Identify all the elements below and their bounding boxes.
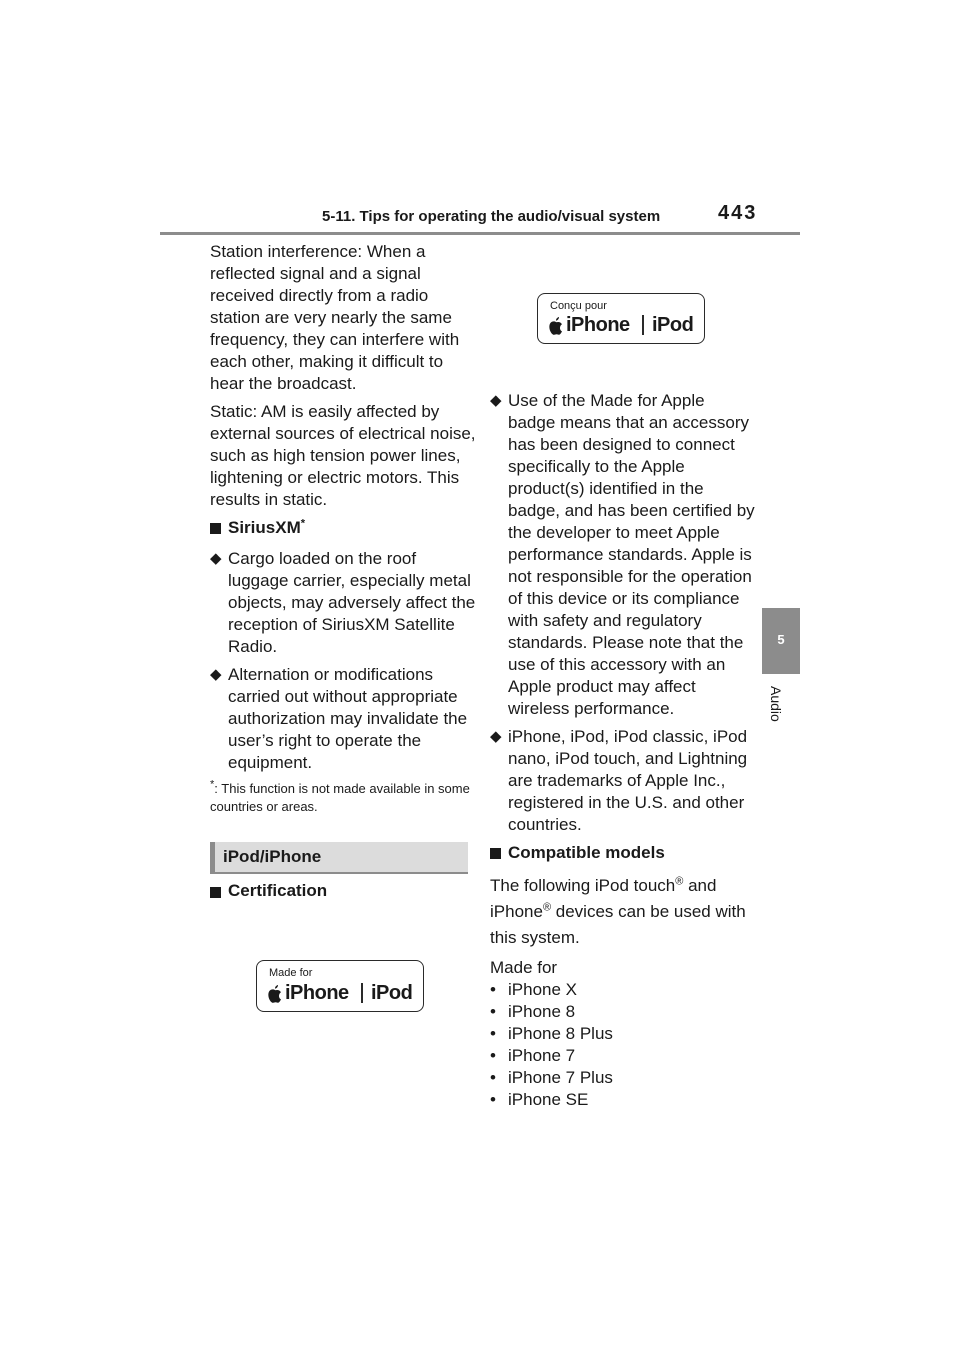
made-for-label: Made for	[490, 958, 558, 977]
apple-logo-icon	[267, 984, 283, 1004]
compatible-intro-part: devices can be used with this system.	[490, 902, 746, 947]
made-for-iphone-ipod-badge	[256, 960, 424, 1012]
registered-mark: ®	[675, 875, 684, 888]
siriusxm-heading-text: SiriusXM	[228, 518, 301, 537]
model-list-item: • iPhone X	[490, 980, 577, 999]
footnote-mark: *	[210, 778, 215, 791]
diamond-bullet-icon: ◆	[490, 728, 502, 745]
model-list-item: • iPhone 7	[490, 1046, 576, 1065]
siriusxm-bullet-text: Alternation or modifications carried out without appropriate authorization may invalidate the user’s right to operate the equipment.	[228, 665, 468, 772]
right-column	[490, 390, 755, 1111]
model-list-item: • iPhone 8 Plus	[490, 1024, 613, 1043]
model-list-item: • iPhone 8	[490, 1002, 576, 1021]
badge-separator	[642, 315, 644, 335]
badge-top-text: Made for	[269, 967, 313, 979]
model-name: iPhone SE	[508, 1090, 589, 1109]
badge-top-text: Conçu pour	[550, 300, 607, 312]
badge-ipod-text: iPod	[652, 314, 694, 336]
compatible-models-heading: Compatible models	[490, 842, 755, 864]
badge-ipod-text: iPod	[371, 982, 413, 1004]
certification-heading: Certification	[210, 881, 960, 901]
trademark-bullet-text: iPhone, iPod, iPod classic, iPod nano, iPod touch, and Lightning are trademarks of Apple Inc., registered in the U.S. and other countries.	[508, 727, 748, 834]
chapter-tab-label: Audio	[768, 686, 784, 722]
diamond-bullet-icon: ◆	[210, 666, 222, 683]
station-interference-text: Station interference: When a reflected signal and a signal received directly from a radio station are very nearly the same frequency, they can interfere with each other, making it difficult to hear the broadcast.	[210, 242, 460, 393]
model-list-item: • iPhone SE	[490, 1090, 589, 1109]
model-name: iPhone 7	[508, 1046, 576, 1065]
ipod-iphone-heading: iPod/iPhone	[210, 842, 468, 874]
model-name: iPhone 8	[508, 1002, 576, 1021]
footnote	[210, 780, 480, 816]
siriusxm-footnote-mark: *	[300, 517, 306, 530]
registered-mark: ®	[542, 901, 552, 914]
compatible-intro	[490, 873, 755, 951]
compatible-intro-part: and iPhone	[490, 876, 717, 921]
siriusxm-heading	[210, 517, 480, 539]
badge-separator	[361, 983, 363, 1003]
trademark-bullet	[490, 726, 755, 836]
section-title: 5-11. Tips for operating the audio/visual system	[322, 208, 661, 225]
concu-pour-iphone-ipod-badge	[537, 293, 705, 344]
model-list-item: • iPhone 7 Plus	[490, 1068, 613, 1087]
badge-iphone-text: iPhone	[285, 982, 349, 1004]
static-text: Static: AM is easily affected by external sources of electrical noise, such as high tension power lines, lightening or electric motors. This results in static.	[210, 402, 476, 509]
model-name: iPhone 8 Plus	[508, 1024, 613, 1043]
footnote-text: : This function is not made available in some countries or areas.	[210, 781, 470, 814]
apple-badge-bullet-text: Use of the Made for Apple badge means that an accessory has been designed to connect specifically to the Apple product(s) identified in the badge, and has been certified by the developer to meet Apple performance standards. Apple is not responsible for the operation of this device or its compliance with safety and regulatory standards. Please note that the use of this accessory with an Apple product may affect wireless performance.	[508, 391, 755, 718]
siriusxm-bullet	[210, 548, 480, 658]
diamond-bullet-icon: ◆	[490, 392, 502, 409]
chapter-tab-number: 5	[777, 632, 785, 647]
model-name: iPhone 7 Plus	[508, 1068, 613, 1087]
apple-logo-icon	[548, 316, 564, 336]
left-column	[210, 241, 480, 816]
model-name: iPhone X	[508, 980, 577, 999]
apple-badge-bullet	[490, 390, 755, 720]
compatible-intro-part: The following iPod touch	[490, 876, 676, 895]
badge-iphone-text: iPhone	[566, 314, 630, 336]
diamond-bullet-icon: ◆	[210, 550, 222, 567]
siriusxm-bullet	[210, 664, 480, 774]
page-number: 443	[718, 202, 758, 224]
header-rule	[160, 232, 800, 235]
siriusxm-bullet-text: Cargo loaded on the roof luggage carrier, especially metal objects, may adversely affect the reception of SiriusXM Satellite Radio.	[228, 549, 476, 656]
